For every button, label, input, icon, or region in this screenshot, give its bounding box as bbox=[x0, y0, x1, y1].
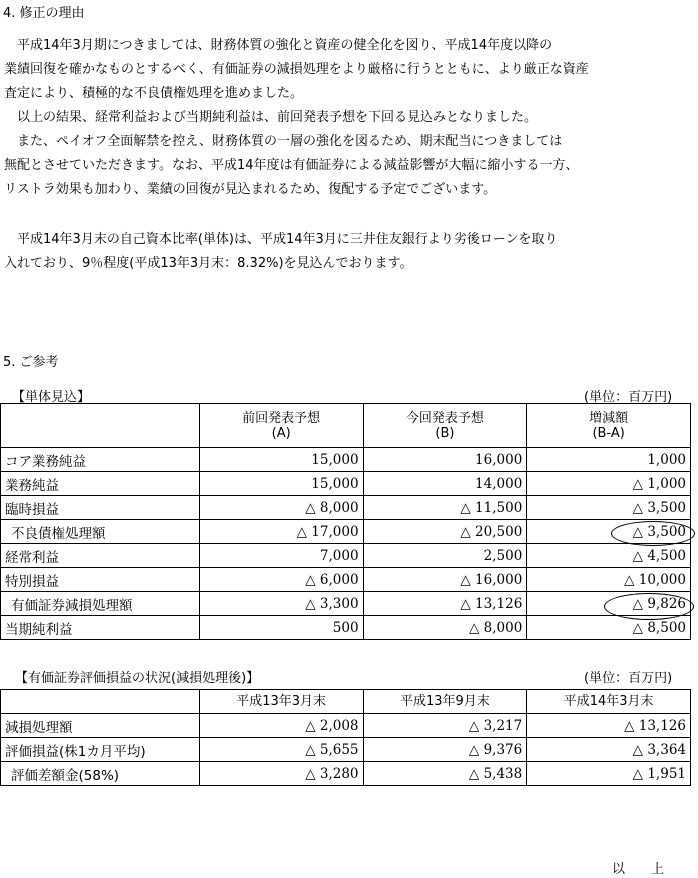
cell-value: △ 13,126 bbox=[527, 714, 691, 738]
table-row bbox=[1, 616, 691, 640]
table1-header-row bbox=[1, 404, 691, 448]
cell-value: 15,000 bbox=[199, 472, 363, 496]
table2 bbox=[0, 689, 691, 786]
cell-value: △ 8,000 bbox=[199, 496, 363, 520]
section4-body-2 bbox=[4, 228, 558, 276]
header-empty bbox=[1, 404, 200, 448]
cell-value: △ 9,376 bbox=[363, 738, 527, 762]
cell-value: 16,000 bbox=[363, 448, 527, 472]
cell-value: △ 3,300 bbox=[199, 592, 363, 616]
header-cell: 前回発表予想 (A) bbox=[199, 404, 363, 448]
cell-value: 2,500 bbox=[363, 544, 527, 568]
cell-value: △ 16,000 bbox=[363, 568, 527, 592]
cell-value: 1,000 bbox=[527, 448, 691, 472]
cell-value: 7,000 bbox=[199, 544, 363, 568]
para-line: 以上の結果、経常利益および当期純利益は、前回発表予想を下回る見込みとなりました。 bbox=[4, 110, 538, 125]
cell-value-circled: △ 3,500 bbox=[527, 520, 691, 544]
table-row bbox=[1, 762, 691, 786]
table2-unit: (単位：百万円) bbox=[584, 671, 673, 686]
row-label: 評価差額金(58%) bbox=[1, 762, 200, 786]
cell-value: △ 1,951 bbox=[527, 762, 691, 786]
para-line: また、ペイオフ全面解禁を控え、財務体質の一層の強化を図るため、期末配当につきましては bbox=[4, 134, 563, 149]
cell-value: △ 10,000 bbox=[527, 568, 691, 592]
end-mark: 以 上 bbox=[612, 862, 665, 877]
cell-value: △ 3,364 bbox=[527, 738, 691, 762]
header-cell: 今回発表予想 (B) bbox=[363, 404, 527, 448]
cell-value: △ 11,500 bbox=[363, 496, 527, 520]
row-label: 評価損益(株1カ月平均) bbox=[1, 738, 200, 762]
table-row bbox=[1, 544, 691, 568]
header-cell: 平成13年3月末 bbox=[199, 690, 363, 714]
cell-value: △ 13,126 bbox=[363, 592, 527, 616]
table-row bbox=[1, 568, 691, 592]
row-label: 業務純益 bbox=[1, 472, 200, 496]
row-label: 有価証券減損処理額 bbox=[1, 592, 200, 616]
table-row bbox=[1, 520, 691, 544]
cell-value: △ 8,000 bbox=[363, 616, 527, 640]
cell-value: △ 8,500 bbox=[527, 616, 691, 640]
header-cell: 平成14年3月末 bbox=[527, 690, 691, 714]
cell-value: △ 17,000 bbox=[199, 520, 363, 544]
cell-value: 500 bbox=[199, 616, 363, 640]
row-label: 減損処理額 bbox=[1, 714, 200, 738]
header-empty bbox=[1, 690, 200, 714]
table-row bbox=[1, 714, 691, 738]
table-row bbox=[1, 472, 691, 496]
cell-value: △ 3,280 bbox=[199, 762, 363, 786]
cell-value: △ 5,438 bbox=[363, 762, 527, 786]
para-line: 平成14年3月末の自己資本比率(単体)は、平成14年3月に三井住友銀行より劣後ローンを取り bbox=[4, 232, 558, 247]
para-line: 査定により、積極的な不良債権処理を進めました。 bbox=[4, 86, 304, 101]
table2-header-row bbox=[1, 690, 691, 714]
highlight-circle bbox=[611, 521, 695, 546]
table-row bbox=[1, 738, 691, 762]
cell-value: △ 2,008 bbox=[199, 714, 363, 738]
table2-title: 【有価証券評価損益の状況(減損処理後)】 bbox=[15, 671, 260, 686]
row-label: 当期純利益 bbox=[1, 616, 200, 640]
table1-title: 【単体見込】 bbox=[12, 390, 91, 405]
cell-value: △ 3,217 bbox=[363, 714, 527, 738]
cell-value-circled: △ 9,826 bbox=[527, 592, 691, 616]
row-label: 臨時損益 bbox=[1, 496, 200, 520]
cell-value: △ 5,655 bbox=[199, 738, 363, 762]
para-line: リストラ効果も加わり、業績の回復が見込まれるため、復配する予定でございます。 bbox=[4, 182, 497, 197]
cell-value: △ 3,500 bbox=[527, 496, 691, 520]
header-cell: 平成13年9月末 bbox=[363, 690, 527, 714]
cell-value: △ 20,500 bbox=[363, 520, 527, 544]
table-row bbox=[1, 496, 691, 520]
table1-unit: (単位：百万円) bbox=[584, 390, 673, 405]
highlight-circle bbox=[604, 593, 694, 620]
header-cell: 増減額 (B-A) bbox=[527, 404, 691, 448]
table1 bbox=[0, 403, 691, 640]
table-row bbox=[1, 448, 691, 472]
section4-body bbox=[4, 34, 589, 202]
cell-value: 15,000 bbox=[199, 448, 363, 472]
table-row bbox=[1, 592, 691, 616]
cell-value: △ 4,500 bbox=[527, 544, 691, 568]
cell-value: △ 6,000 bbox=[199, 568, 363, 592]
section5-heading: 5. ご参考 bbox=[3, 355, 59, 370]
para-line: 平成14年3月期につきましては、財務体質の強化と資産の健全化を図り、平成14年度以降の bbox=[4, 38, 553, 53]
row-label: コア業務純益 bbox=[1, 448, 200, 472]
row-label: 不良債権処理額 bbox=[1, 520, 200, 544]
para-line: 入れており、9％程度(平成13年3月末：8.32%)を見込んでおります。 bbox=[4, 256, 413, 271]
cell-value: △ 1,000 bbox=[527, 472, 691, 496]
para-line: 無配とさせていただきます。なお、平成14年度は有価証券による減益影響が大幅に縮小する一方、 bbox=[4, 158, 579, 173]
row-label: 経常利益 bbox=[1, 544, 200, 568]
section4-heading: 4. 修正の理由 bbox=[3, 6, 85, 21]
row-label: 特別損益 bbox=[1, 568, 200, 592]
para-line: 業績回復を確かなものとするべく、有価証券の減損処理をより厳格に行うとともに、より厳正な資産 bbox=[4, 62, 589, 77]
cell-value: 14,000 bbox=[363, 472, 527, 496]
